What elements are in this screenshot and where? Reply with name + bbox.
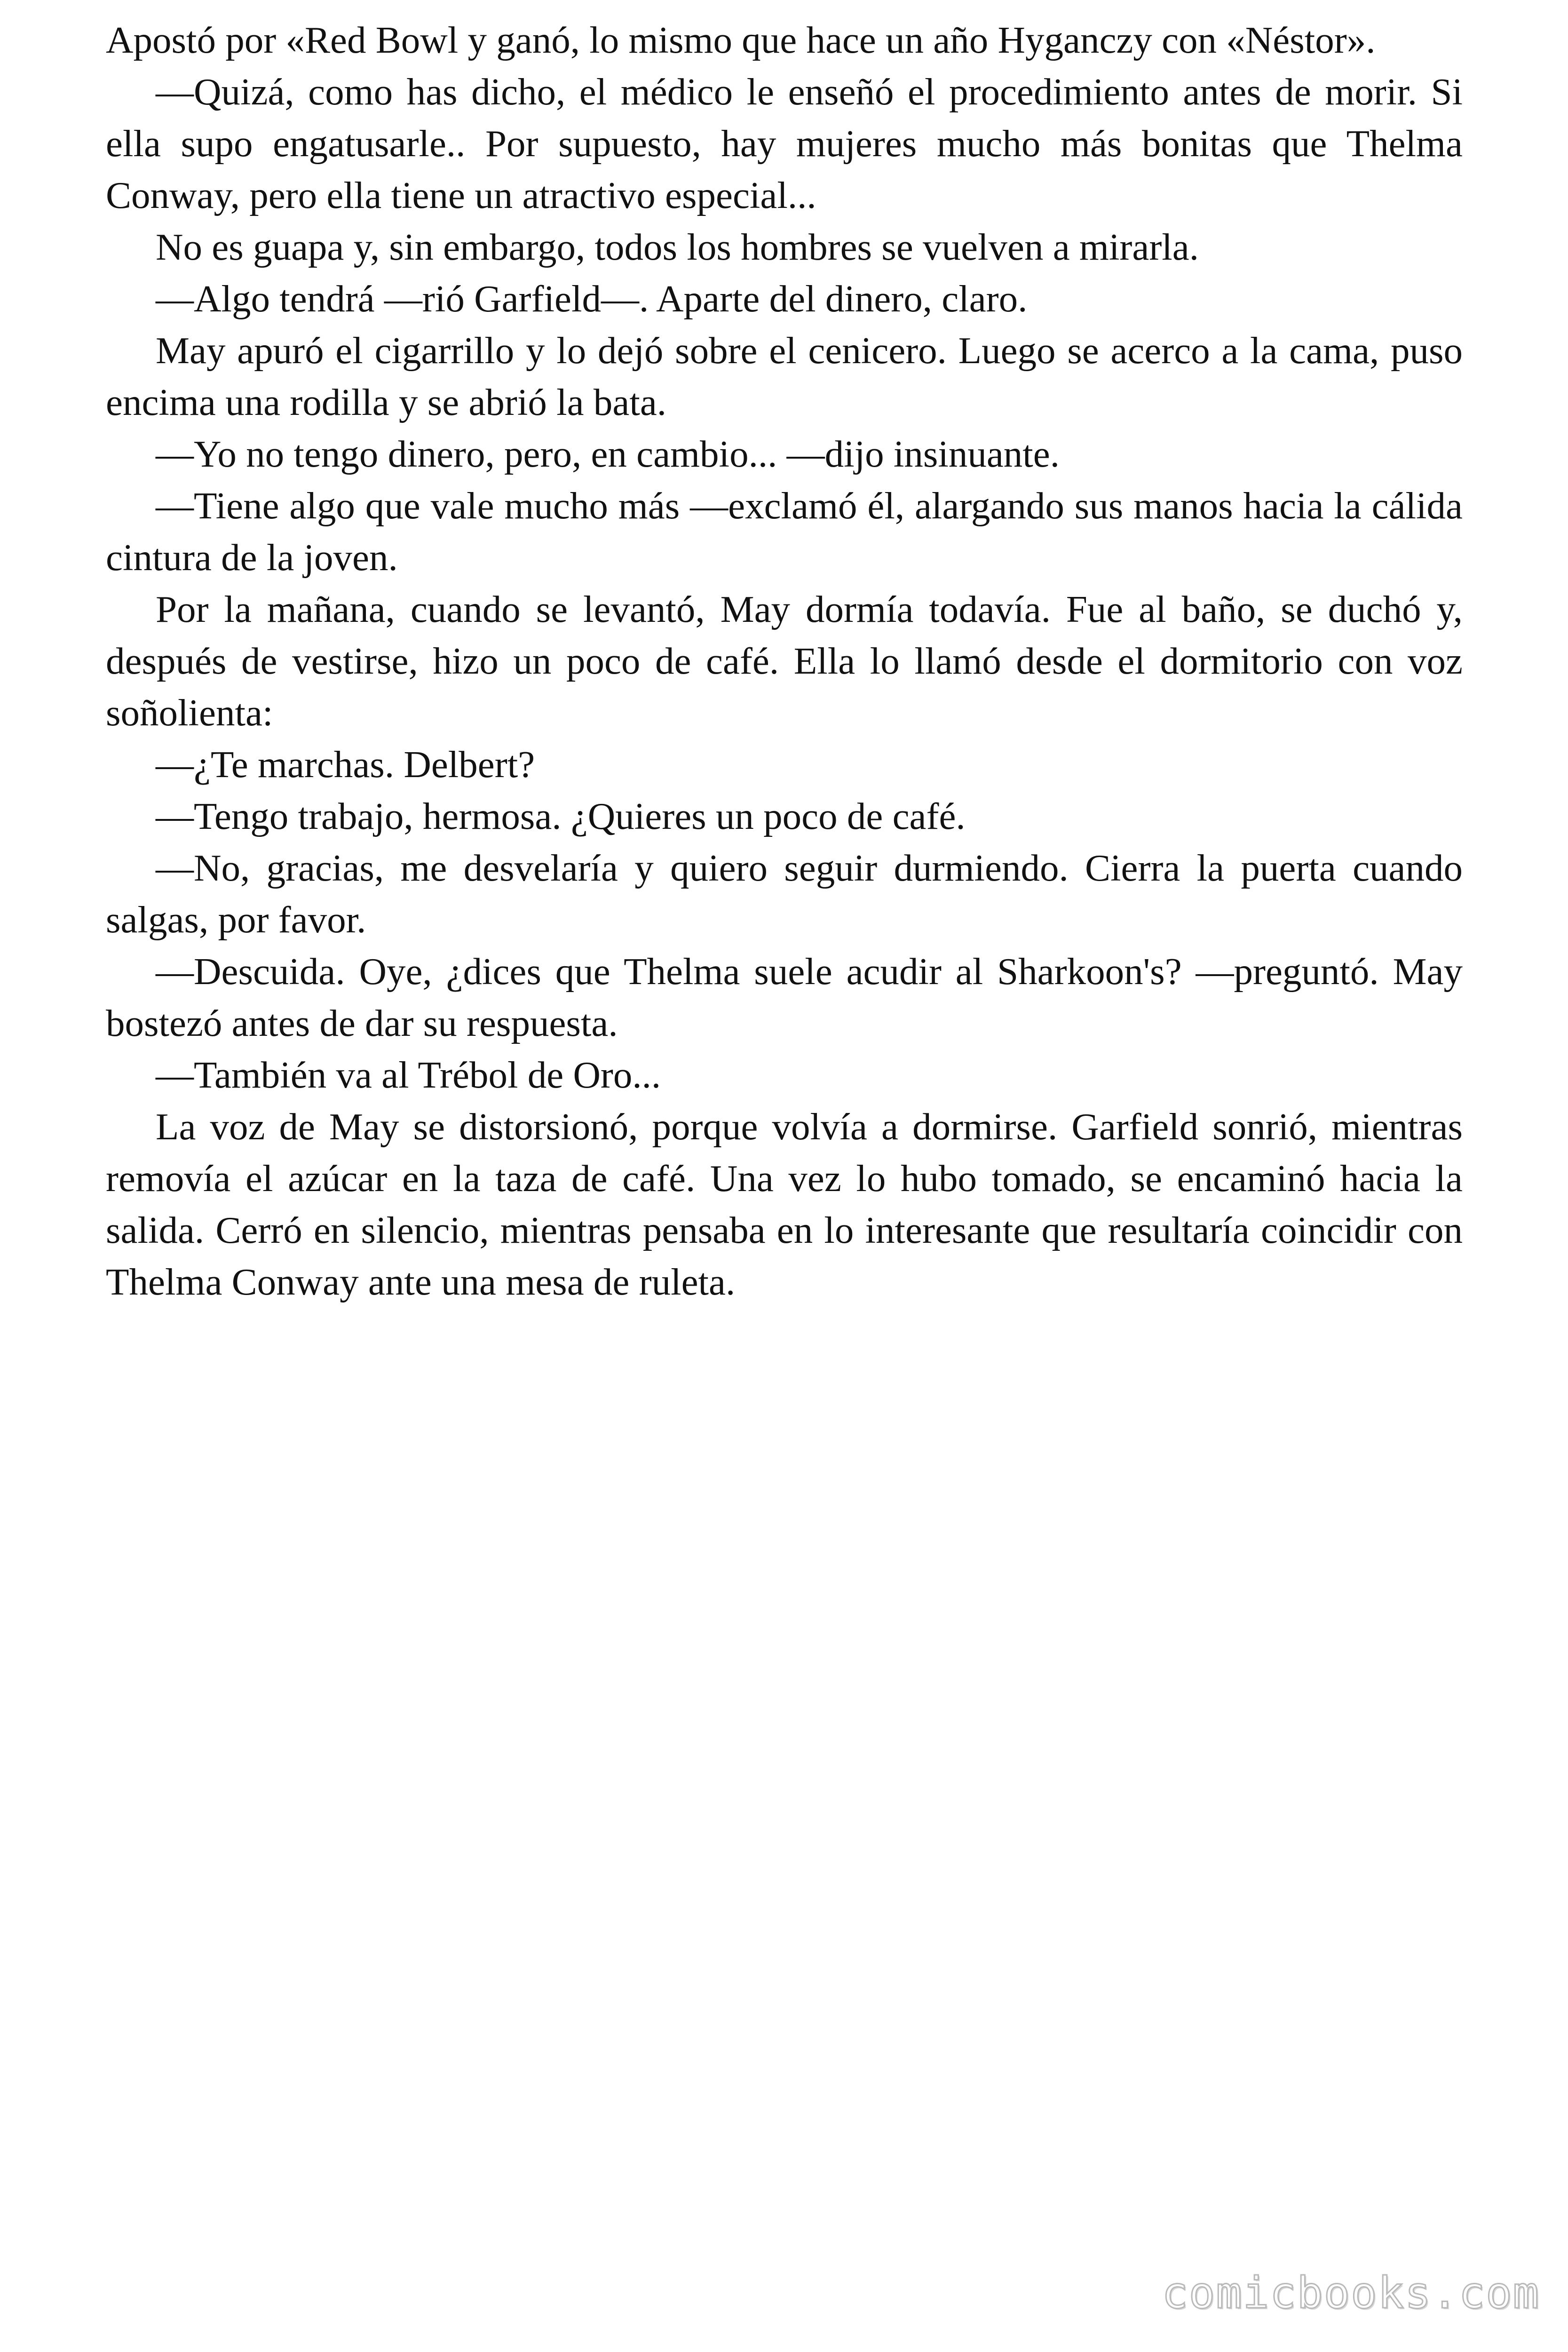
body-text	[106, 14, 1463, 1308]
paragraph-12: —Descuida. Oye, ¿dices que Thelma suele acudir al Sharkoon's? —preguntó. May bostezó antes de dar su respuesta.	[106, 950, 1463, 1044]
paragraph-13: —También va al Trébol de Oro...	[156, 1054, 661, 1096]
paragraph-11: —No, gracias, me desvelaría y quiero seguir durmiendo. Cierra la puerta cuando salgas, por favor.	[106, 847, 1463, 941]
paragraph-9: —¿Te marchas. Delbert?	[156, 743, 535, 786]
paragraph-10: —Tengo trabajo, hermosa. ¿Quieres un poco de café.	[156, 795, 966, 837]
paragraph-5: May apuró el cigarrillo y lo dejó sobre el cenicero. Luego se acerco a la cama, puso encima una rodilla y se abrió la bata.	[106, 329, 1463, 423]
paragraph-7: —Tiene algo que vale mucho más —exclamó él, alargando sus manos hacia la cálida cintura de la joven.	[106, 485, 1463, 579]
paragraph-2: —Quizá, como has dicho, el médico le enseñó el procedimiento antes de morir. Si ella supo engatusarle.. Por supuesto, hay mujeres mucho más bonitas que Thelma Conway, pero ella tiene un atractivo especial...	[106, 71, 1463, 216]
paragraph-4: —Algo tendrá —rió Garfield—. Aparte del dinero, claro.	[156, 278, 1028, 320]
paragraph-14: La voz de May se distorsionó, porque volvía a dormirse. Garfield sonrió, mientras removía el azúcar en la taza de café. Una vez lo hubo tomado, se encaminó hacia la salida. Cerró en silencio, mientras pensaba en lo interesante que resultaría coincidir con Thelma Conway ante una mesa de ruleta.	[106, 1105, 1463, 1303]
paragraph-3: No es guapa y, sin embargo, todos los hombres se vuelven a mirarla.	[156, 226, 1199, 268]
paragraph-6: —Yo no tengo dinero, pero, en cambio... —dijo insinuante.	[156, 433, 1060, 475]
paragraph-8: Por la mañana, cuando se levantó, May dormía todavía. Fue al baño, se duchó y, después de vestirse, hizo un poco de café. Ella lo llamó desde el dormitorio con voz soñolienta:	[106, 588, 1463, 734]
watermark: comicbooks.com	[1162, 2268, 1540, 2318]
paragraph-1: Apostó por «Red Bowl y ganó, lo mismo que hace un año Hyganczy con «Néstor».	[106, 19, 1376, 61]
